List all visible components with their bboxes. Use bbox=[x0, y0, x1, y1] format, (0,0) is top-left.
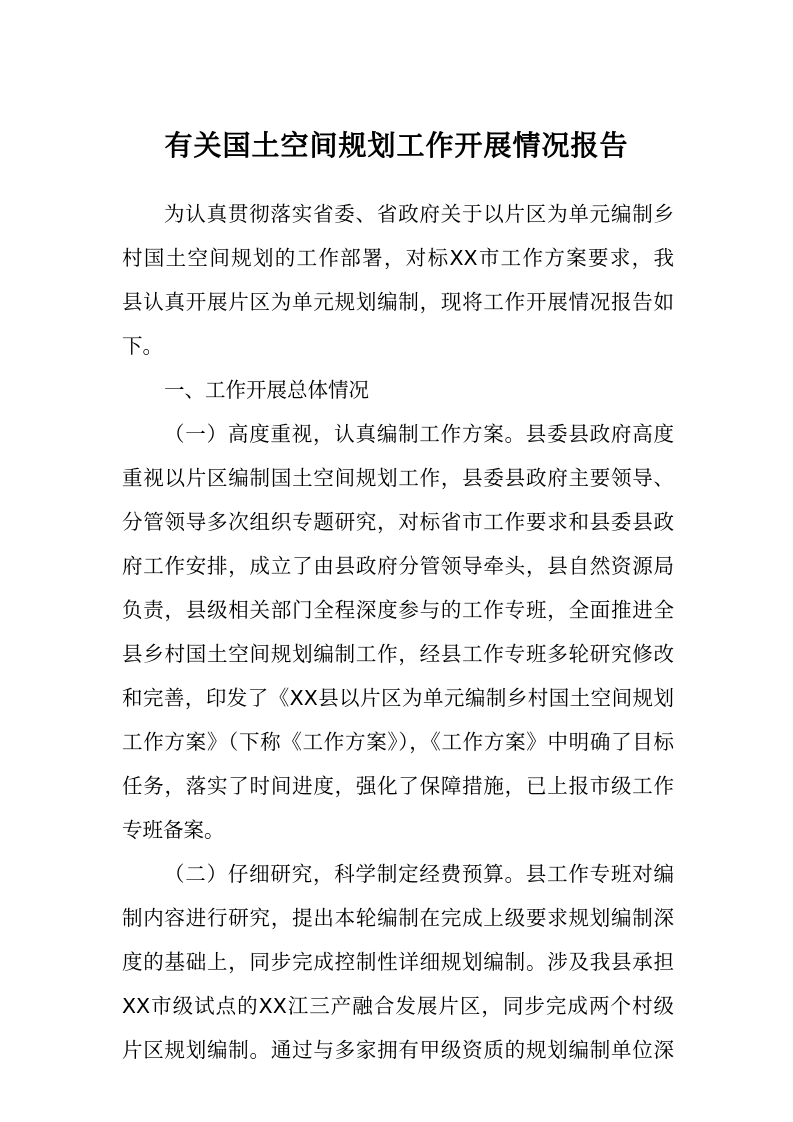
paragraph-line: 村国土空间规划的工作部署，对标XX市工作方案要求，我 bbox=[122, 246, 674, 270]
paragraph-line: 分管领导多次组织专题研究，对标省市工作要求和县委县政 bbox=[122, 510, 674, 534]
paragraph-line: （二）仔细研究，科学制定经费预算。县工作专班对编 bbox=[164, 862, 674, 886]
paragraph-line: 重视以片区编制国土空间规划工作，县委县政府主要领导、 bbox=[122, 466, 674, 490]
paragraph-line: 为认真贯彻落实省委、省政府关于以片区为单元编制乡 bbox=[164, 202, 674, 226]
paragraph-line: 府工作安排，成立了由县政府分管领导牵头，县自然资源局 bbox=[122, 554, 674, 578]
paragraph-line: 县认真开展片区为单元规划编制，现将工作开展情况报告如 bbox=[122, 290, 674, 314]
paragraph-line: 下。 bbox=[122, 334, 163, 358]
paragraph-line: 工作方案》（下称《工作方案》），《工作方案》中明确了目标 bbox=[122, 730, 674, 754]
document-title: 有关国土空间规划工作开展情况报告 bbox=[164, 129, 629, 162]
paragraph-line: 制内容进行研究，提出本轮编制在完成上级要求规划编制深 bbox=[122, 906, 674, 930]
paragraph-line: 专班备案。 bbox=[122, 818, 225, 842]
paragraph-line: （一）高度重视，认真编制工作方案。县委县政府高度 bbox=[164, 422, 674, 446]
paragraph-line: 负责，县级相关部门全程深度参与的工作专班，全面推进全 bbox=[122, 598, 674, 622]
paragraph-line: 度的基础上，同步完成控制性详细规划编制。涉及我县承担 bbox=[122, 950, 674, 974]
paragraph-line: 和完善，印发了《XX县以片区为单元编制乡村国土空间规划 bbox=[122, 686, 674, 710]
section-heading: 一、工作开展总体情况 bbox=[164, 378, 369, 402]
paragraph-line: XX市级试点的XX江三产融合发展片区，同步完成两个村级 bbox=[122, 994, 674, 1018]
paragraph-line: 片区规划编制。通过与多家拥有甲级资质的规划编制单位深 bbox=[122, 1038, 674, 1062]
paragraph-line: 县乡村国土空间规划编制工作，经县工作专班多轮研究修改 bbox=[122, 642, 674, 666]
paragraph-line: 任务，落实了时间进度，强化了保障措施，已上报市级工作 bbox=[122, 774, 674, 798]
